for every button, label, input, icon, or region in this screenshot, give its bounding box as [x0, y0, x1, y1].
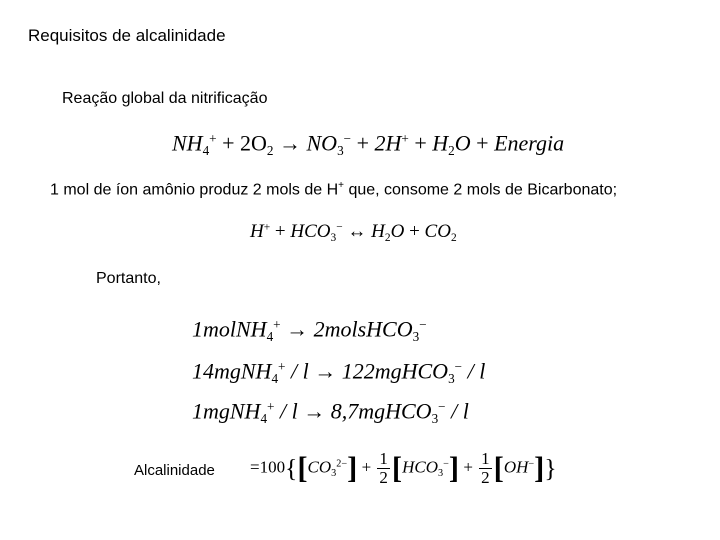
eq1-ammonium: NH — [172, 130, 203, 156]
eq5-left-sub: 4 — [260, 410, 268, 426]
eq3-left-sub: 4 — [266, 328, 274, 344]
alkalinity-equation — [250, 450, 557, 487]
eq1-arrow: → — [279, 130, 301, 156]
eq5-left-sup: + — [267, 399, 275, 414]
section-subtitle: Reação global da nitrificação — [62, 90, 268, 107]
eq6-bracket-open-2: [ — [391, 451, 403, 486]
eq3-right-sup: − — [419, 317, 427, 332]
eq2-water-o: O — [390, 221, 405, 242]
eq3-left-sup: + — [273, 317, 281, 332]
eq4-left: 14mgNH — [192, 358, 272, 384]
eq5-arrow: → — [303, 398, 326, 424]
eq6-frac1-num: 1 — [379, 449, 388, 468]
eq6-bracket-open-3: [ — [493, 451, 504, 486]
eq2-water-h: H — [371, 221, 385, 242]
eq3-right: 2molsHCO — [313, 316, 413, 342]
eq6-bracket-close-3: ] — [534, 451, 545, 486]
eq4-arrow: → — [314, 358, 337, 384]
eq2-co2: CO — [424, 221, 451, 242]
eq6-carbonate: CO — [307, 457, 332, 477]
alkalinity-label: Alcalinidade — [134, 462, 215, 479]
eq6-frac1-den: 2 — [379, 467, 388, 487]
eq6-carbonate-sub: 3 — [331, 467, 337, 479]
eq1-nitrate-sup: − — [343, 131, 352, 146]
eq4-per-1: / l — [285, 358, 309, 384]
page-title: Requisitos de alcalinidade — [28, 26, 226, 45]
eq1-water-sub: 2 — [448, 142, 455, 158]
eq5-per-1: / l — [274, 398, 298, 424]
eq2-plus-2: + — [409, 221, 420, 242]
eq1-plus-2: + — [356, 130, 370, 156]
eq6-bracket-close-1: ] — [347, 451, 358, 486]
eq1-ammonium-sub: 4 — [202, 142, 210, 158]
eq4-right-sub: 3 — [448, 370, 455, 386]
eq6-hydroxide: OH — [503, 457, 529, 477]
mol-ratio-equation — [192, 318, 427, 343]
eq1-hydrogen: 2H — [374, 130, 402, 156]
eq6-plus-2: + — [463, 457, 473, 477]
eq1-hydrogen-sup: + — [401, 131, 409, 146]
eq4-right: 122mgHCO — [341, 358, 449, 384]
eq6-brace-close: } — [544, 453, 557, 483]
eq4-left-sup: + — [278, 359, 286, 374]
eq2-co2-sub: 2 — [450, 231, 457, 244]
eq6-carbonate-sup: 2− — [336, 458, 348, 470]
eq6-bicarbonate-sub: 3 — [438, 467, 444, 479]
eq2-bicarbonate-sub: 3 — [330, 231, 337, 244]
eq1-oxygen: 2O — [240, 130, 267, 156]
eq6-plus-1: + — [361, 457, 372, 477]
eq6-bracket-open-1: [ — [297, 451, 308, 486]
eq4-per-2: / l — [462, 358, 486, 384]
mass-ratio-equation-1 — [192, 400, 469, 425]
statement-part-1: 1 mol de íon amônio produz 2 mols de H — [50, 181, 339, 199]
eq4-right-sup: − — [454, 359, 463, 374]
eq3-arrow: → — [286, 316, 309, 342]
eq2-bicarbonate: HCO — [290, 221, 331, 242]
statement-part-2: que, consome 2 mols de Bicarbonato; — [344, 181, 618, 199]
eq1-water-o: O — [454, 130, 471, 156]
statement-sup: + — [338, 180, 344, 191]
eq1-oxygen-sub: 2 — [266, 142, 274, 158]
eq6-bracket-close-2: ] — [448, 451, 460, 486]
eq1-ammonium-sup: + — [209, 131, 217, 146]
eq6-fraction-2 — [479, 450, 492, 487]
eq1-plus-3: + — [414, 130, 427, 156]
eq1-nitrate: NO — [306, 130, 338, 156]
portanto-label: Portanto, — [96, 270, 161, 287]
eq1-plus-4: + — [476, 130, 489, 156]
eq6-frac2-den: 2 — [481, 467, 490, 487]
eq5-right-sub: 3 — [431, 410, 439, 426]
eq6-fraction-1 — [377, 450, 390, 487]
eq3-left: 1molNH — [192, 316, 267, 342]
eq6-hydroxide-sup: − — [528, 458, 535, 470]
eq6-bicarbonate-sup: − — [443, 458, 449, 470]
eq2-hydrogen-sup: + — [263, 221, 271, 234]
eq2-hydrogen: H — [250, 221, 264, 242]
nitrification-equation — [172, 132, 564, 157]
eq3-right-sub: 3 — [412, 328, 420, 344]
eq2-arrow: ↔ — [347, 221, 367, 242]
bicarbonate-equation — [250, 222, 457, 244]
eq2-bicarbonate-sup: − — [336, 221, 343, 234]
mass-ratio-equation-14 — [192, 360, 485, 385]
eq5-right: 8,7mgHCO — [330, 398, 432, 424]
eq6-equals: =100 — [250, 457, 286, 477]
eq2-water-sub: 2 — [384, 231, 391, 244]
eq1-energy: Energia — [494, 130, 565, 156]
eq1-plus-1: + — [222, 130, 235, 156]
eq5-left: 1mgNH — [192, 398, 261, 424]
eq2-plus-1: + — [274, 221, 286, 242]
eq6-brace-open: { — [285, 453, 298, 483]
eq1-nitrate-sub: 3 — [337, 142, 344, 158]
ammonium-statement — [50, 180, 617, 199]
eq5-per-2: / l — [445, 398, 469, 424]
eq5-right-sup: − — [438, 399, 446, 414]
eq6-bicarbonate: HCO — [402, 457, 439, 477]
eq6-frac2-num: 1 — [481, 449, 490, 468]
eq4-left-sub: 4 — [271, 370, 279, 386]
eq1-water-h: H — [432, 130, 449, 156]
